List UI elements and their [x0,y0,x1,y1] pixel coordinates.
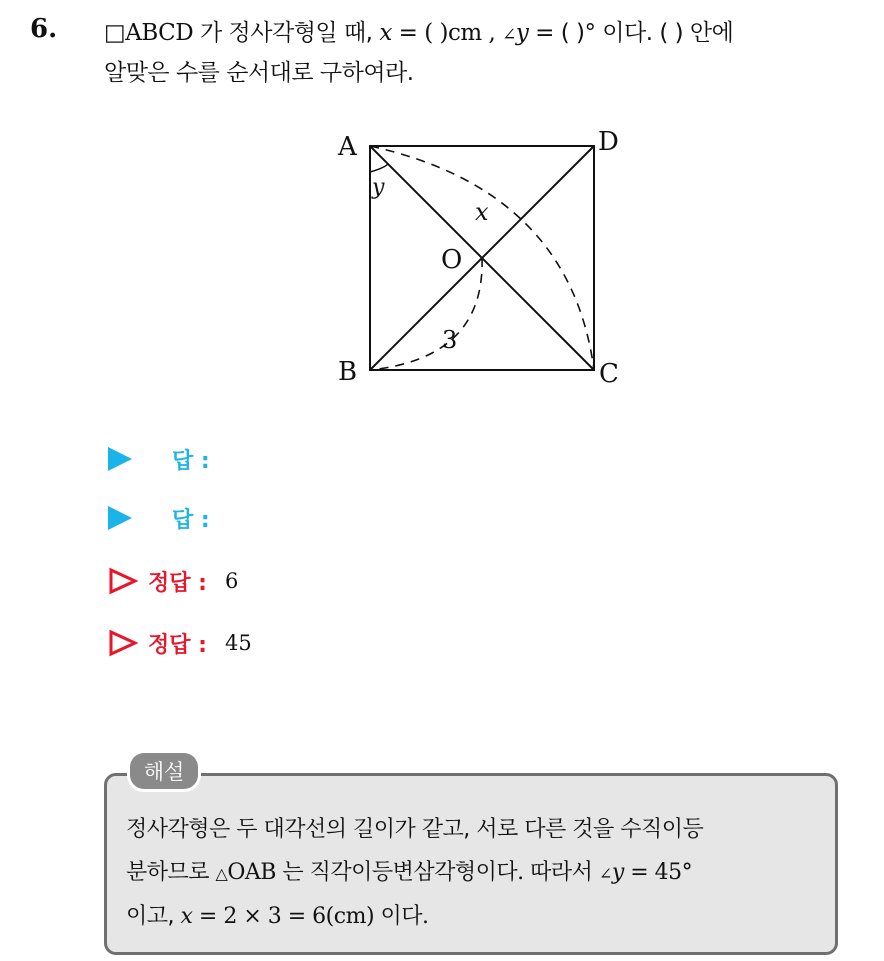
question-line-1 [104,14,874,54]
square-diagram [320,110,640,400]
correct-answer-label: 정답 : [148,570,207,596]
solution-line-3-a: 이고, [126,904,181,929]
length-3-label: 3 [442,326,458,354]
question-eq-1: = ( )cm , [391,20,503,46]
solution-line-2-b: OAB 는 직각이등변삼각형이다. 따라서 [227,860,599,885]
correct-answer-value: 45 [224,631,252,655]
angle-symbol: ∠ [502,25,516,45]
play-marker-icon [108,447,132,471]
question-text [104,14,874,92]
solution-line-1: 정사각형은 두 대각선의 길이가 같고, 서로 다른 것을 수직이등 [126,817,704,842]
answer-row-1 [108,442,228,476]
triangle-symbol: △ [215,864,228,883]
y-variable: y [515,20,529,46]
square-symbol: □ [104,20,126,46]
solution-line-2-a: 분하므로 [126,860,216,885]
solution-line-2 [126,851,826,895]
center-o-label: O [441,245,463,275]
vertex-b-label: B [338,357,358,387]
angle-arc-y [370,164,388,172]
outline-play-marker-icon [108,629,138,657]
question-number: 6. [30,14,58,44]
question-text-1: 가 정사각형일 때, [193,20,380,46]
solution-line-3 [126,895,826,938]
vertex-d-label: D [598,127,619,157]
solution-tag: 해설 [130,753,198,789]
x-variable: x [180,904,193,929]
shape-name: ABCD [125,20,194,46]
play-marker-icon [108,506,132,530]
answer-label: 답 : [172,507,210,533]
solution-line-3-b: = 2 × 3 = 6(cm) 이다. [192,904,429,929]
correct-answer-value: 6 [224,569,239,593]
x-variable: x [379,20,392,46]
correct-answer-row-1 [108,564,238,598]
angle-symbol: ∠ [598,864,612,883]
vertex-c-label: C [599,359,619,389]
outline-play-marker-icon [108,567,138,595]
y-variable: y [611,860,624,885]
vertex-a-label: A [338,132,357,162]
correct-answer-row-2 [108,626,252,660]
answer-row-2 [108,501,228,535]
question-line-2: 알맞은 수를 순서대로 구하여라. [104,60,414,86]
solution-text [126,808,826,938]
x-length-label: x [475,198,489,226]
answer-label: 답 : [172,448,210,474]
y-angle-label: y [372,175,385,200]
solution-line-2-c: = 45° [623,860,693,885]
question-eq-2: = ( )° 이다. ( ) 안에 [528,20,734,46]
correct-answer-label: 정답 : [148,632,207,658]
